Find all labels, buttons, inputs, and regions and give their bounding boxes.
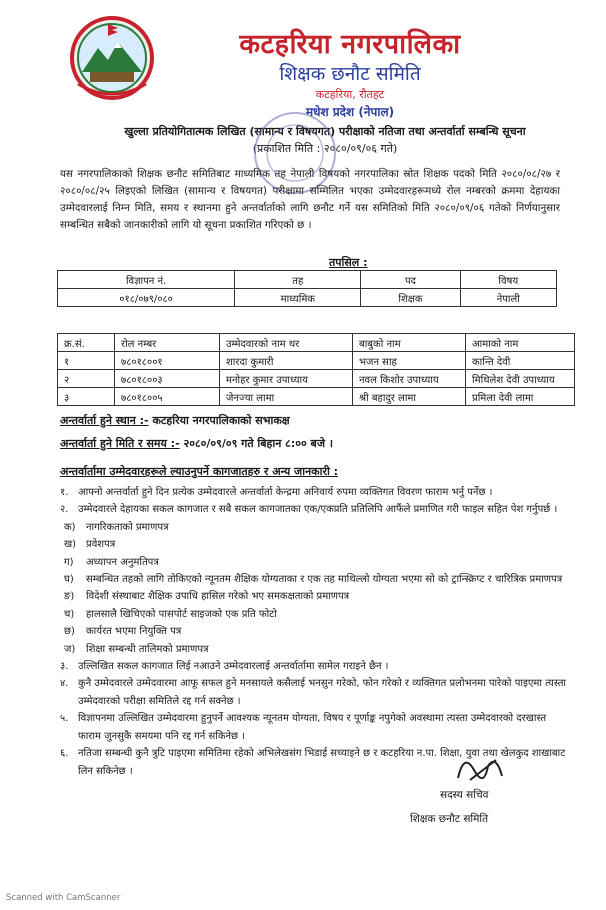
vacancy-header-row xyxy=(58,271,557,289)
office-location: कटहरिया, रौतहट xyxy=(315,88,385,101)
notice-paragraph: यस नगरपालिकाको शिक्षक छनौट समितिबाट माध्यमिक तह नेपाली विषयको नगरपालिका स्रोत शिक्षक पदको मिति २०८०/०८/२७ र २०८०/०८/२५ लिइएको लिखित (सामान्य र विषयगत) परीक्षामा सम्मिलित भएका उम्मेदवारहरूमध्ये रोल नम्बरको क्रममा देहायका उम्मेदवारलाई निम्न मिति, समय र स्थानमा हुने अन्तर्वार्ताको लागि छनौट गर्ने यस समितिको मिति २०८०/०९/०६ गतेको निर्णयानुसार सम्बन्धित सबैको जानकारीको लागि यो सूचना प्रकाशित गरिएको छ । xyxy=(60,168,560,231)
item-number: ३. xyxy=(60,661,69,673)
item-text: शिक्षा सम्बन्धी तालिमको प्रमाणपत्र xyxy=(86,643,209,655)
column-header: उम्मेदवारको नाम थर xyxy=(220,334,353,352)
table-cell: कान्ति देवी xyxy=(466,352,575,370)
table-cell: ३ xyxy=(58,388,115,406)
details-label: तपसिल : xyxy=(329,256,368,269)
item-number: च) xyxy=(64,608,75,620)
list-item xyxy=(64,623,570,640)
item-number: ४. xyxy=(60,678,69,690)
table-row xyxy=(58,388,575,406)
item-number: ज) xyxy=(64,643,76,655)
column-header: विज्ञापन नं. xyxy=(58,271,235,289)
table-cell: ७८०१८००३ xyxy=(115,370,220,388)
table-cell: २ xyxy=(58,370,115,388)
table-cell: ७८०१८००१ xyxy=(115,352,220,370)
column-header: तह xyxy=(235,271,361,289)
province-name: मधेश प्रदेश (नेपाल) xyxy=(305,105,395,119)
item-number: ६. xyxy=(60,748,69,760)
item-text: अध्यापन अनुमतिपत्र xyxy=(86,556,159,568)
list-item xyxy=(60,675,570,710)
list-item xyxy=(64,606,570,623)
table-row xyxy=(58,352,575,370)
item-text: विज्ञापनमा उल्लिखित उम्मेदवारमा हुनुपर्ने आवश्यक न्यूनतम योग्यता, विषय र पूर्णाङ्क नपुगेको अवस्थामा त्यस्ता उम्मेदवारको दरखास्त फाराम जुनसुकै समयमा पनि रद्द गर्न सकिनेछ । xyxy=(78,713,547,742)
committee-name: शिक्षक छनौट समिति xyxy=(279,63,421,85)
item-text: सम्बन्धित तहको लागि तोकिएको न्यूनतम शैक्षिक योग्यताका र एक तह माथिल्लो योग्यता भएमा सो को ट्रान्स्क्रिप्ट र चारित्रिक प्रमाणपत्र xyxy=(86,574,563,586)
item-text: आफ्नो अन्तर्वार्ता हुने दिन प्रत्येक उम्मेदवारले अन्तर्वार्ता केन्द्रमा अनिवार्य रुपमा व्यक्तिगत विवरण फाराम भर्नु पर्नेछ । xyxy=(78,487,493,498)
signatory-title: सदस्य सचिव xyxy=(440,789,489,801)
candidate-header-row xyxy=(58,334,575,352)
list-item xyxy=(60,501,570,518)
item-number: २. xyxy=(60,504,69,516)
municipality-emblem-logo xyxy=(68,14,156,102)
list-item xyxy=(64,536,570,553)
table-cell: मनोहर कुमार उपाध्याय xyxy=(220,370,353,388)
item-text: हालसालै खिचिएको पासपोर्ट साइजको एक प्रति फोटो xyxy=(86,608,277,620)
interview-place-value: कटहरिया नगरपालिकाको सभाकक्ष xyxy=(152,414,290,427)
list-item xyxy=(60,658,570,675)
candidate-table xyxy=(57,333,575,406)
column-header: बाबुको नाम xyxy=(353,334,466,352)
list-item xyxy=(60,484,570,501)
signatory-office: शिक्षक छनौट समिति xyxy=(410,813,489,825)
table-cell: माध्यमिक xyxy=(235,289,361,307)
item-text: विदेशी संस्थाबाट शैक्षिक उपाधि हासिल गरेको भए समकक्षताको प्रमाणपत्र xyxy=(86,591,350,603)
list-item xyxy=(64,641,570,658)
table-cell: शिक्षक xyxy=(361,289,460,307)
column-header: विषय xyxy=(460,271,556,289)
list-item xyxy=(64,571,570,588)
item-number: छ) xyxy=(64,626,75,638)
table-row xyxy=(58,289,557,307)
column-header: रोल नम्बर xyxy=(115,334,220,352)
column-header: आमाको नाम xyxy=(466,334,575,352)
table-cell: जेनज्या लामा xyxy=(220,388,353,406)
item-number: ङ) xyxy=(64,591,75,603)
table-cell: भजन साह xyxy=(353,352,466,370)
notice-title: खुल्ला प्रतियोगितात्मक लिखित (सामान्य र विषयगत) परीक्षाको नतिजा तथा अन्तर्वार्ता सम्बन्धि सूचना xyxy=(124,125,526,138)
interview-place-label: अन्तर्वार्ता हुने स्थान :- xyxy=(60,414,149,427)
scanner-watermark: Scanned with CamScanner xyxy=(6,893,121,903)
item-number: घ) xyxy=(64,574,74,586)
documents-heading: अन्तर्वार्तामा उम्मेदवारहरूले ल्याउनुपर्ने कागजातहरु र अन्य जानकारी : xyxy=(60,465,339,478)
column-header: क्र.सं. xyxy=(58,334,115,352)
published-date: (प्रकाशित मिति : २०८०/०९/०६ गते) xyxy=(252,142,398,155)
table-cell: प्रमिला देवी लामा xyxy=(466,388,575,406)
item-text: नतिजा सम्बन्धी कुनै त्रुटि पाइएमा समितिमा रहेको अभिलेखसंग भिडाई सच्याइने छ र कटहरिया न.पा. शिक्षा, युवा तथा खेलकुद शाखाबाट लिन सकिनेछ । xyxy=(78,748,566,777)
item-text: नागरिकताको प्रमाणपत्र xyxy=(86,521,169,533)
item-text: उल्लिखित सकल कागजात लिई नआउने उम्मेदवारलाई अन्तर्वार्तामा सामेल गराइने छैन । xyxy=(78,661,389,673)
interview-time-line xyxy=(60,436,333,451)
item-text: कार्यरत भएमा नियुक्ति पत्र xyxy=(86,626,182,638)
item-number: १. xyxy=(60,487,69,498)
table-cell: नवल किशोर उपाध्याय xyxy=(353,370,466,388)
documents-list xyxy=(60,484,570,780)
municipality-name: कटहरिया नगरपालिका xyxy=(239,29,461,60)
item-text: कुनै उम्मेदवारले उम्मेदवारमा आफू सफल हुने मनसायले कसैलाई भनसुन गरेको, फोन गरेको र व्यक्तिगत प्रलोभनमा पारेको पाइएमा त्यस्ता उम्मेदवारको परीक्षा समितिले रद्द गर्न सक्नेछ । xyxy=(78,678,567,707)
column-header: पद xyxy=(361,271,460,289)
item-text: उम्मेदवारले देहायका सकल कागजात र सबै सकल कागजातका एक/एकप्रति प्रतिलिपि आफैंले प्रमाणित गरी फाइल सहित पेश गर्नुपर्छ । xyxy=(78,504,558,516)
table-cell: श्री बहादुर लामा xyxy=(353,388,466,406)
item-number: ग) xyxy=(64,556,74,568)
table-cell: शारदा कुमारी xyxy=(220,352,353,370)
list-item xyxy=(60,710,570,745)
table-cell: ७८०१८००५ xyxy=(115,388,220,406)
vacancy-table xyxy=(57,270,557,307)
item-number: ५. xyxy=(60,713,69,725)
item-number: ख) xyxy=(64,539,77,551)
interview-place-line xyxy=(60,413,290,428)
table-row xyxy=(58,370,575,388)
list-item xyxy=(64,519,570,536)
document-sublist xyxy=(60,519,570,658)
signature-mark xyxy=(452,748,510,788)
table-cell: १ xyxy=(58,352,115,370)
table-cell: ०१८/०७९/०८० xyxy=(58,289,235,307)
table-cell: नेपाली xyxy=(460,289,556,307)
interview-time-value: २०८०/०९/०९ गते बिहान ८:०० बजे । xyxy=(183,437,334,450)
interview-time-label: अन्तर्वार्ता हुने मिति र समय :- xyxy=(60,437,180,450)
item-number: क) xyxy=(64,521,76,533)
list-item xyxy=(64,554,570,571)
list-item xyxy=(64,588,570,605)
table-cell: मिथिलेश देवी उपाध्याय xyxy=(466,370,575,388)
item-text: प्रवेशपत्र xyxy=(86,539,116,551)
